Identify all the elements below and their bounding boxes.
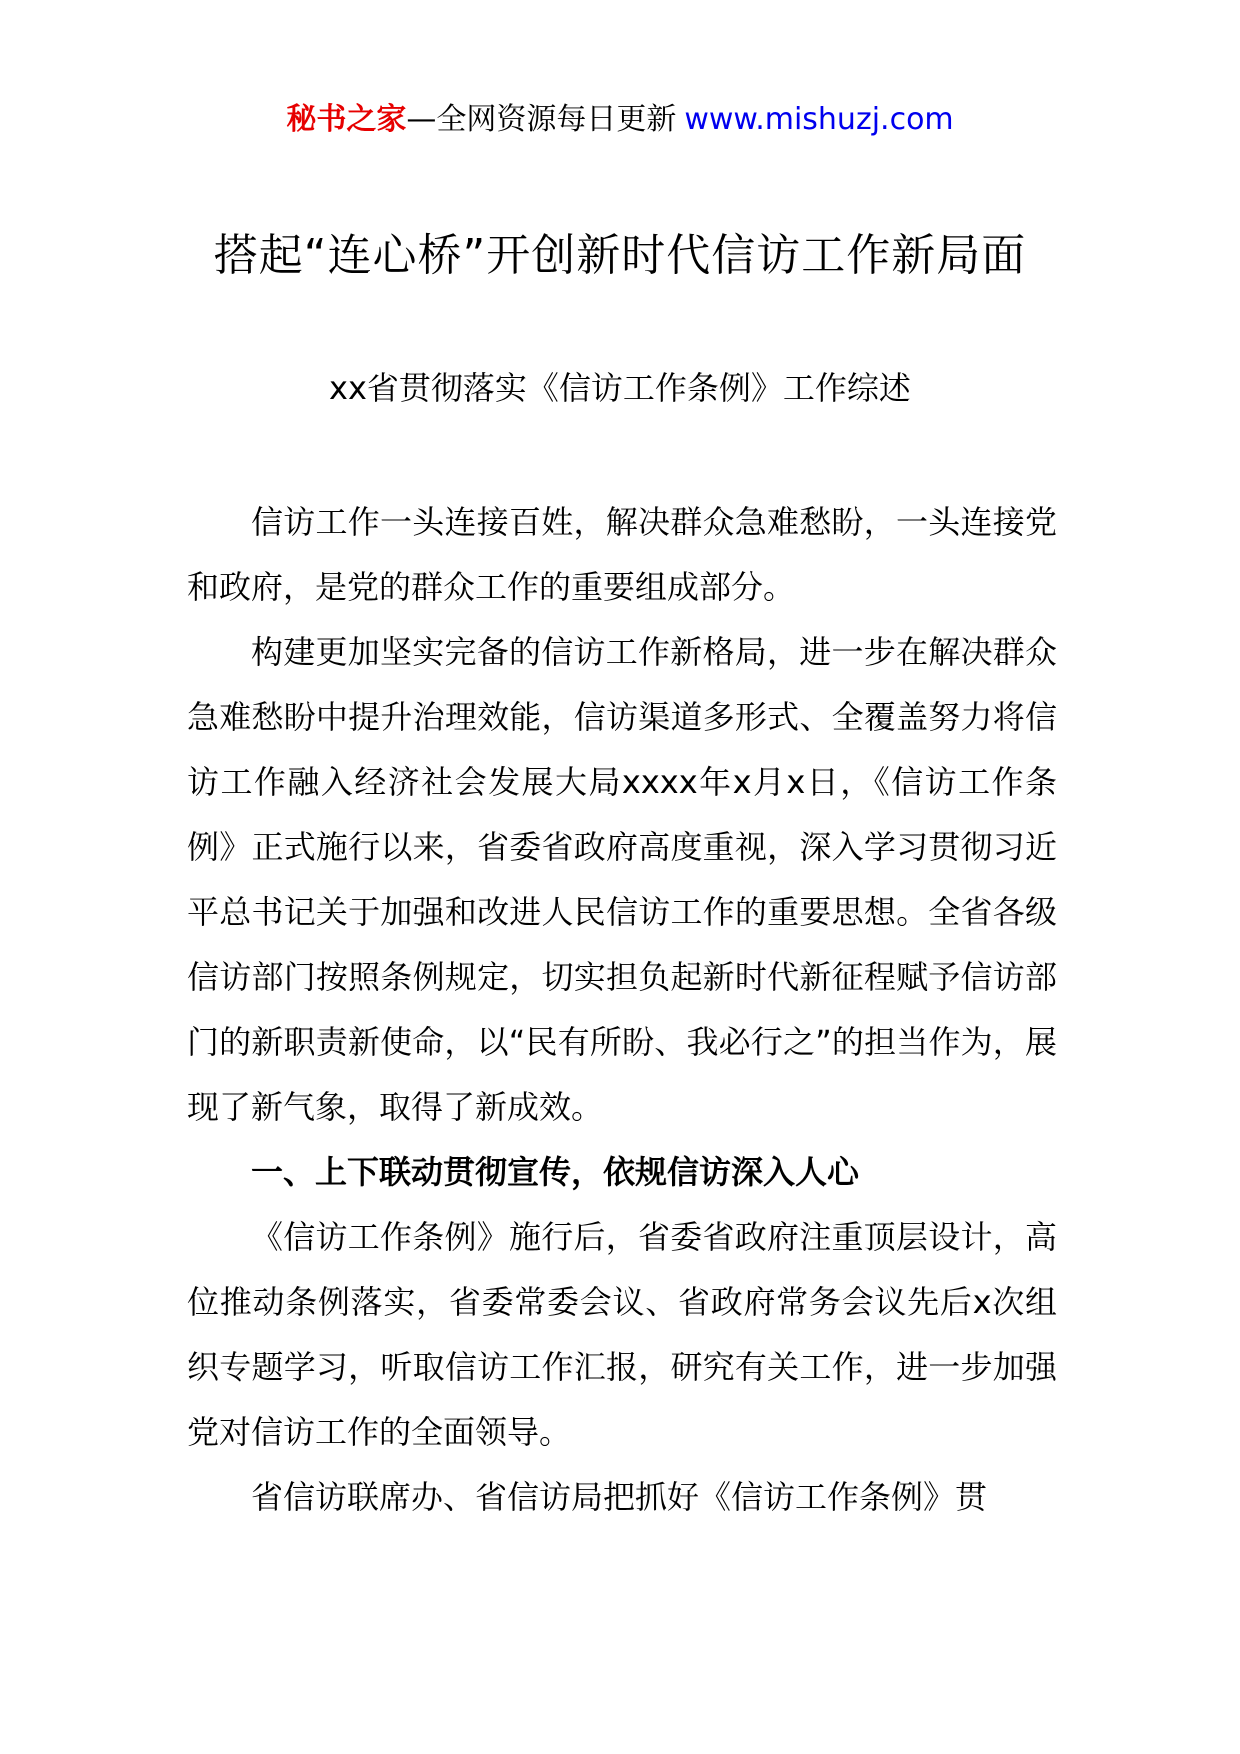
paragraph-overview: 构建更加坚实完备的信访工作新格局，进一步在解决群众急难愁盼中提升治理效能，信访渠道多形式、全覆盖努力将信访工作融入经济社会发展大局xxxx年x月x日，《信访工作条例》正式施行以来，省委省政府高度重视，深入学习贯彻习近平总书记关于加强和改进人民信访工作的重要思想。全省各级信访部门按照条例规定，切实担负起新时代新征程赋予信访部门的新职责新使命，以“民有所盼、我必行之”的担当作为，展现了新气象，取得了新成效。 [187, 633, 1057, 1126]
paragraph-section-1: 《信访工作条例》施行后，省委省政府注重顶层设计，高位推动条例落实，省委常委会议、省政府常务会议先后x次组织专题学习，听取信访工作汇报，研究有关工作，进一步加强党对信访工作的全面领导。 [187, 1218, 1057, 1451]
site-header [0, 100, 1240, 140]
brand-name: 秘书之家 [286, 102, 407, 137]
site-url-link[interactable]: www.mishuzj.com [684, 102, 954, 137]
document-subtitle: xx省贯彻落实《信访工作条例》工作综述 [329, 369, 911, 407]
paragraph-intro: 信访工作一头连接百姓，解决群众急难愁盼，一头连接党和政府，是党的群众工作的重要组成部分。 [187, 503, 1057, 606]
site-tagline: —全网资源每日更新 [406, 102, 677, 137]
document-body [187, 490, 1057, 1530]
section-heading-1: 一、上下联动贯彻宣传，依规信访深入人心 [251, 1153, 860, 1191]
paragraph-section-1-continued: 省信访联席办、省信访局把抓好《信访工作条例》贯 [251, 1478, 988, 1516]
document-title: 搭起“连心桥”开创新时代信访工作新局面 [213, 230, 1027, 281]
